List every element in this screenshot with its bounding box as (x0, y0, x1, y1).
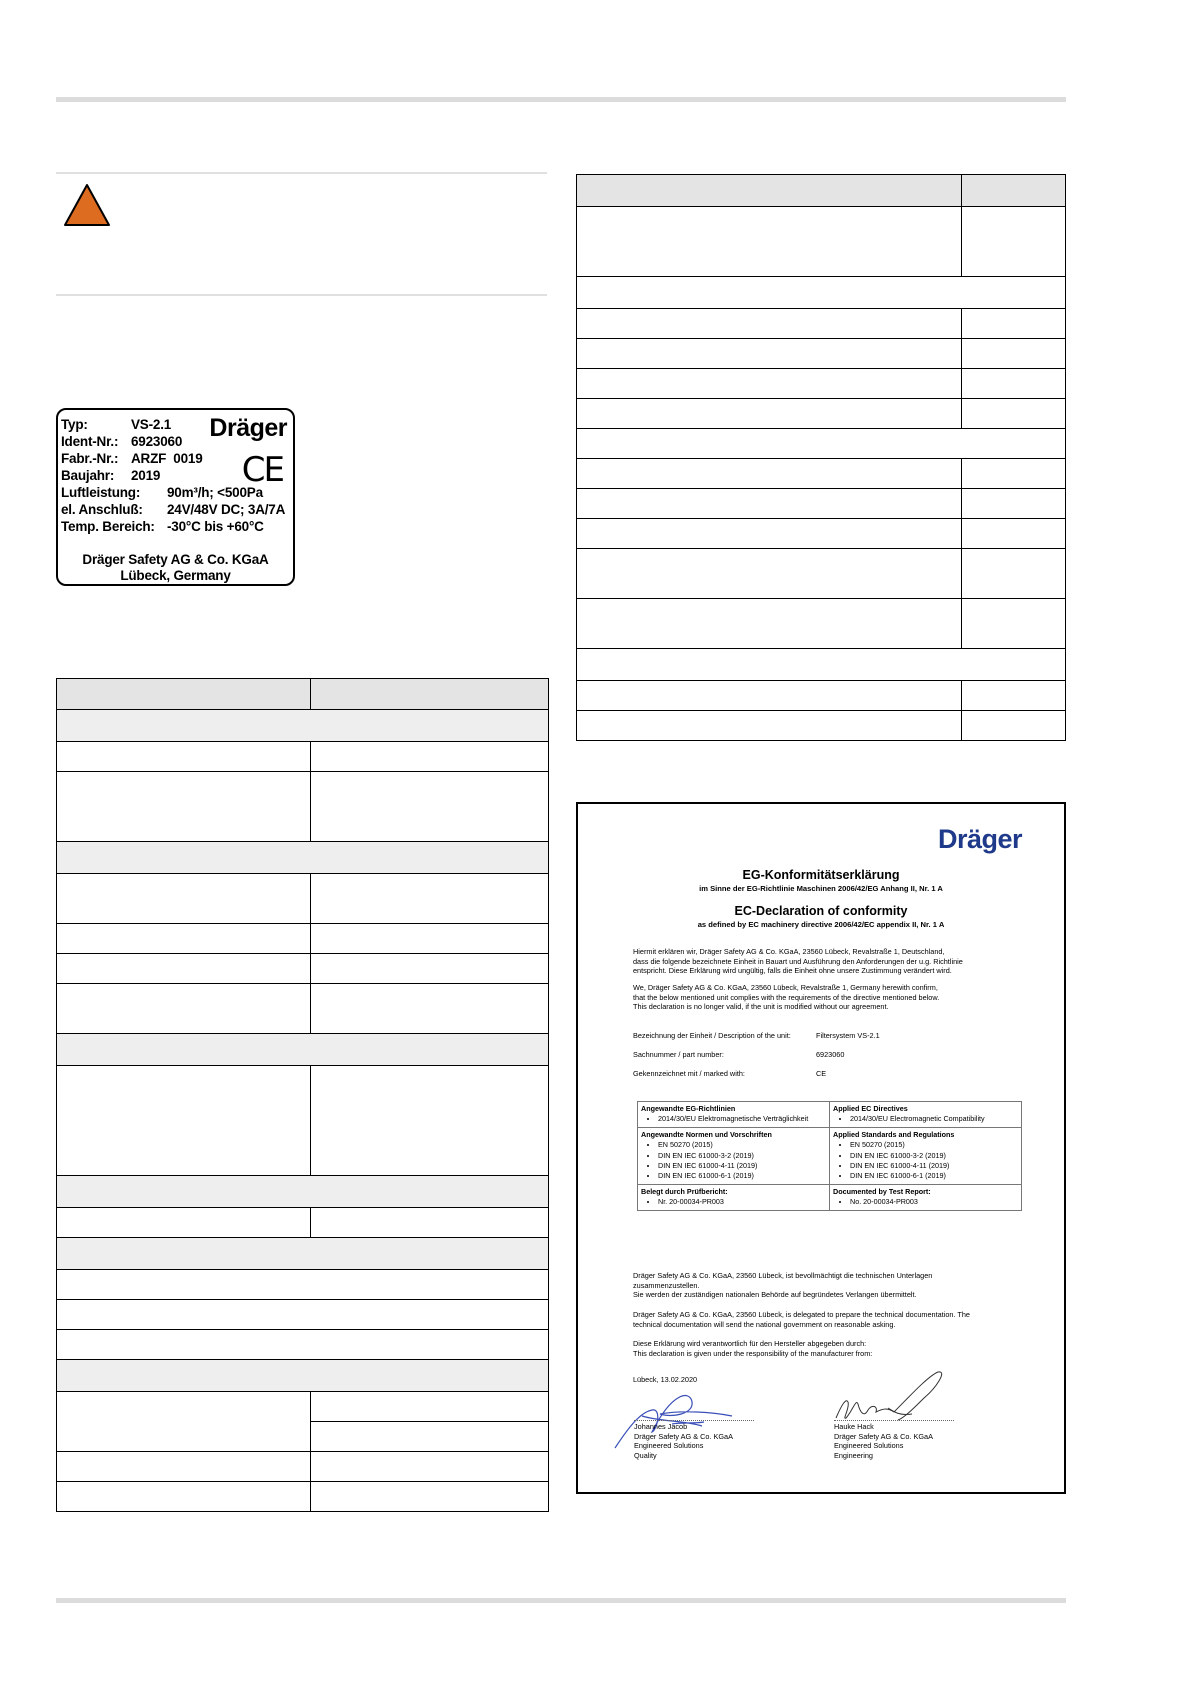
ec-declaration-document (576, 802, 1066, 1494)
table-cell (576, 548, 962, 599)
table-header-cell (961, 174, 1066, 207)
table-cell (961, 710, 1066, 741)
table-cell (56, 1391, 311, 1452)
directives-table (637, 1101, 1022, 1211)
header-rule (56, 97, 1066, 102)
place-date: Lübeck, 13.02.2020 (633, 1375, 698, 1384)
table-section-row (56, 841, 549, 874)
table-cell (310, 1391, 549, 1422)
table-cell (961, 308, 1066, 339)
plate-row-temp: Temp. Bereich: -30°C bis +60°C (61, 519, 264, 534)
declaration-paragraph-en: We, Dräger Safety AG & Co. KGaA, 23560 Lübeck, Revalstraße 1, Germany herewith confirm, that the below mentioned unit complies with the requirements of the directive mentioned below. This declaration is no longer valid, if the unit is modified without our agreement. (633, 983, 940, 1012)
report-de-cell: Belegt durch Prüfbericht: • Nr. 20-00034-PR003 (638, 1184, 830, 1210)
table-section-row (56, 1033, 549, 1066)
table-cell (310, 1207, 549, 1238)
table-cell (961, 488, 1066, 519)
table-cell (310, 983, 549, 1034)
part-number-label: Sachnummer / part number: (633, 1050, 724, 1059)
list-item: • DIN EN IEC 61000-6-1 (2019) (658, 1171, 826, 1181)
table-cell (961, 368, 1066, 399)
marked-with-label: Gekennzeichnet mit / marked with: (633, 1069, 745, 1078)
table-cell (310, 741, 549, 772)
table-cell (961, 398, 1066, 429)
table-cell (961, 518, 1066, 549)
plate-row-fabr: Fabr.-Nr.: ARZF 0019 (61, 451, 203, 466)
table-cell (56, 1065, 311, 1176)
table-cell (56, 1329, 549, 1360)
signer-2: Hauke Hack Dräger Safety AG & Co. KGaA Engineered Solutions Engineering (834, 1422, 933, 1460)
table-cell (961, 598, 1066, 649)
list-item: • DIN EN IEC 61000-3-2 (2019) (850, 1151, 1018, 1161)
table-cell (56, 1299, 549, 1330)
plate-row-type: Typ: VS-2.1 (61, 417, 172, 432)
plate-row-airflow: Luftleistung: 90m³/h; <500Pa (61, 485, 263, 500)
table-cell (576, 308, 962, 339)
table-cell (576, 398, 962, 429)
plate-brand-logo: Dräger (209, 414, 287, 442)
warning-top-rule (56, 172, 547, 174)
standards-de-cell: Angewandte Normen und Vorschriften • EN 50270 (2015) • DIN EN IEC 61000-3-2 (2019) • DIN EN IEC 61000-4-11 (2019) • DIN EN IEC 61000-6-1 (2019) (638, 1127, 830, 1184)
table-cell (961, 338, 1066, 369)
table-cell (310, 1481, 549, 1512)
table-cell (576, 458, 962, 489)
signature-line-1 (634, 1420, 754, 1421)
table-header-cell (56, 678, 311, 710)
declaration-subtitle-de: im Sinne der EG-Richtlinie Maschinen 2006/42/EG Anhang II, Nr. 1 A (699, 884, 943, 893)
table-section-row (576, 276, 1066, 309)
table-section-row (56, 1359, 549, 1392)
table-cell (576, 598, 962, 649)
signature-line-2 (834, 1420, 954, 1421)
table-cell (961, 206, 1066, 277)
table-cell (576, 338, 962, 369)
table-cell (56, 1451, 311, 1482)
table-cell (56, 953, 311, 984)
table-cell (576, 710, 962, 741)
plate-location: Lübeck, Germany (120, 568, 231, 583)
declaration-subtitle-en: as defined by EC machinery directive 2006/42/EC appendix II, Nr. 1 A (697, 920, 945, 929)
standards-en-cell: Applied Standards and Regulations • EN 50270 (2015) • DIN EN IEC 61000-3-2 (2019) • DIN EN IEC 61000-4-11 (2019) • DIN EN IEC 61000-6-1 (2019) (830, 1127, 1022, 1184)
part-number-value: 6923060 (816, 1050, 845, 1059)
table-cell (961, 548, 1066, 599)
list-item: • EN 50270 (2015) (658, 1140, 826, 1150)
technical-docs-paragraph-en: Dräger Safety AG & Co. KGaA, 23560 Lübeck, is delegated to prepare the technical documentation. The technical documentation will send the national government on reasonable asking. (633, 1310, 970, 1329)
table-cell (310, 1421, 549, 1452)
plate-row-year: Baujahr: 2019 (61, 468, 161, 483)
table-header-cell (576, 174, 962, 207)
table-cell (310, 1065, 549, 1176)
table-cell (310, 1451, 549, 1482)
table-cell (56, 741, 311, 772)
table-section-row (576, 428, 1066, 459)
declaration-paragraph-de: Hiermit erklären wir, Dräger Safety AG & Co. KGaA, 23560 Lübeck, Revalstraße 1, Deutschland, dass die folgende bezeichnete Einheit in Bauart und Ausführung den Anforderungen der u.g. Richtlinie entspricht. Diese Erklärung wird ungültig, falls die Einheit ohne unsere Zustimmung verändert wird. (633, 947, 963, 976)
directives-en-cell: Applied EC Directives • 2014/30/EU Electromagnetic Compatibility (830, 1102, 1022, 1128)
table-cell (576, 680, 962, 711)
technical-docs-paragraph-de: Dräger Safety AG & Co. KGaA, 23560 Lübeck, ist bevollmächtigt die technischen Unterlagen zusammenzustellen. Sie werden der zuständigen nationalen Behörde auf begründetes Verlangen übermittelt. (633, 1271, 933, 1300)
table-section-row (56, 709, 549, 742)
table-cell (310, 771, 549, 842)
table-cell (961, 680, 1066, 711)
list-item: • DIN EN IEC 61000-3-2 (2019) (658, 1151, 826, 1161)
table-cell (576, 206, 962, 277)
warning-bottom-rule (56, 294, 547, 296)
description-value: Filtersystem VS-2.1 (816, 1031, 880, 1040)
table-cell (310, 923, 549, 954)
directives-de-cell: Angewandte EG-Richtlinien • 2014/30/EU Elektromagnetische Verträglichkeit (638, 1102, 830, 1128)
table-cell (56, 1481, 311, 1512)
table-cell (56, 983, 311, 1034)
table-header-cell (310, 678, 549, 710)
ce-mark: CE (241, 450, 283, 490)
declaration-title-de: EG-Konformitätserklärung (742, 868, 900, 882)
table-cell (310, 873, 549, 924)
table-section-row (56, 1237, 549, 1270)
list-item: • No. 20-00034-PR003 (850, 1197, 1018, 1207)
list-item: • DIN EN IEC 61000-4-11 (2019) (850, 1161, 1018, 1171)
footer-rule (56, 1598, 1066, 1603)
table-cell (56, 1269, 549, 1300)
plate-row-power: el. Anschluß: 24V/48V DC; 3A/7A (61, 502, 286, 517)
signer-1: Johannes Jacob Dräger Safety AG & Co. KGaA Engineered Solutions Quality (634, 1422, 733, 1460)
list-item: • DIN EN IEC 61000-6-1 (2019) (850, 1171, 1018, 1181)
dräger-logo: Dräger (937, 824, 1022, 854)
warning-triangle-icon (63, 183, 111, 227)
table-cell (56, 771, 311, 842)
table-cell (56, 923, 311, 954)
marked-with-value: CE (816, 1069, 827, 1078)
type-plate (56, 408, 295, 586)
list-item: • DIN EN IEC 61000-4-11 (2019) (658, 1161, 826, 1171)
list-item: • 2014/30/EU Elektromagnetische Verträglichkeit (658, 1114, 826, 1124)
list-item: • Nr. 20-00034-PR003 (658, 1197, 826, 1207)
description-label: Bezeichnung der Einheit / Description of the unit: (633, 1031, 791, 1040)
table-cell (56, 873, 311, 924)
list-item: • EN 50270 (2015) (850, 1140, 1018, 1150)
declaration-title-en: EC-Declaration of conformity (734, 904, 908, 918)
table-cell (576, 518, 962, 549)
signature-hack-icon (828, 1368, 958, 1428)
table-section-row (576, 648, 1066, 681)
table-cell (56, 1207, 311, 1238)
responsibility-paragraph: Diese Erklärung wird verantwortlich für den Hersteller abgegeben durch: This declaration is given under the responsibility of the manufacturer from: (633, 1339, 873, 1358)
table-section-row (56, 1175, 549, 1208)
table-cell (310, 953, 549, 984)
list-item: • 2014/30/EU Electromagnetic Compatibility (850, 1114, 1018, 1124)
plate-row-ident: Ident-Nr.: 6923060 (61, 434, 183, 449)
plate-manufacturer: Dräger Safety AG & Co. KGaA (82, 552, 269, 567)
report-en-cell: Documented by Test Report: • No. 20-00034-PR003 (830, 1184, 1022, 1210)
table-cell (576, 488, 962, 519)
table-cell (961, 458, 1066, 489)
table-cell (576, 368, 962, 399)
